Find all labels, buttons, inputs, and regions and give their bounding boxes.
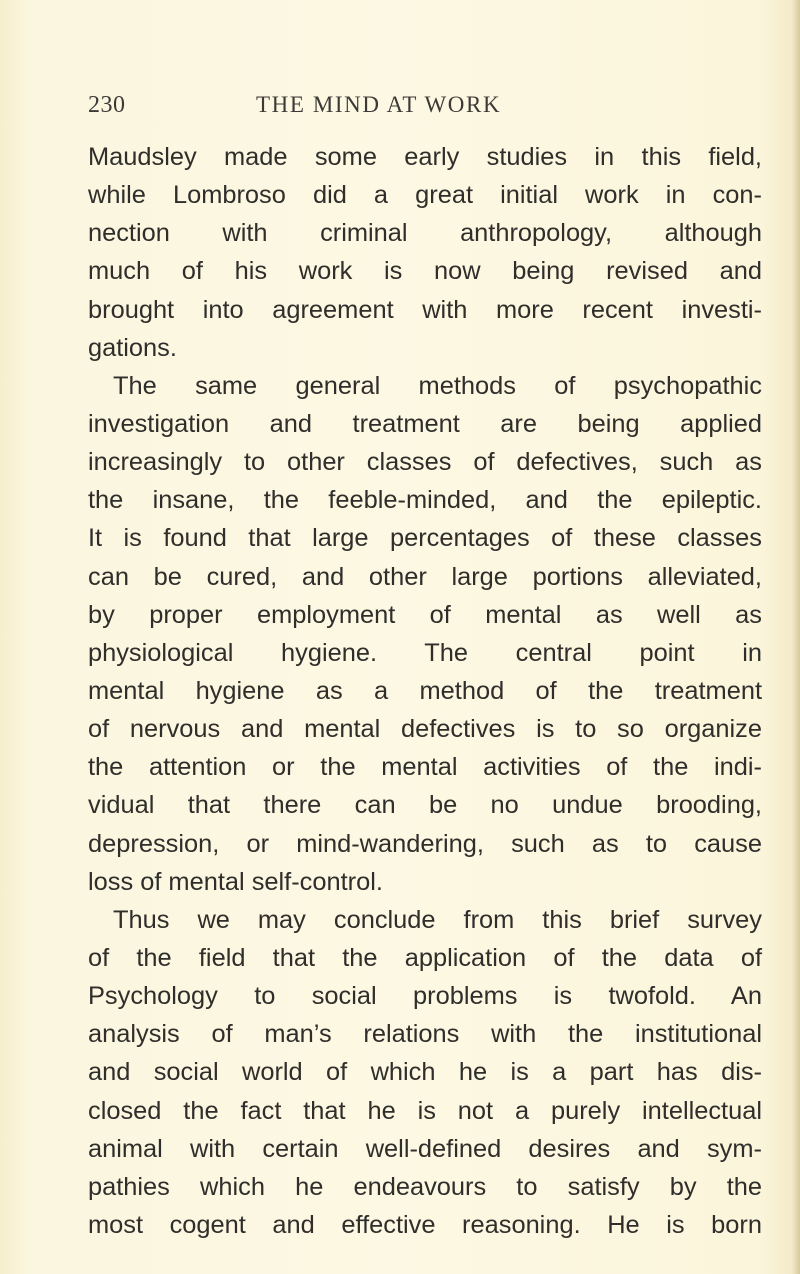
body-text xyxy=(88,138,762,1244)
text-line: animal with certain well-defined desires and sym- xyxy=(88,1134,762,1163)
text-line: Thus we may conclude from this brief survey xyxy=(113,905,762,934)
text-line: depression, or mind-wandering, such as to cause xyxy=(88,829,762,858)
text-line: and social world of which he is a part has dis- xyxy=(88,1058,762,1087)
text-line: The same general methods of psychopathic xyxy=(113,371,762,400)
text-line: vidual that there can be no undue brooding, xyxy=(88,791,762,820)
text-line: brought into agreement with more recent investi- xyxy=(88,295,762,324)
text-line: investigation and treatment are being applied xyxy=(88,409,762,438)
text-line: loss of mental self-control. xyxy=(88,867,383,896)
text-line: Psychology to social problems is twofold. An xyxy=(88,982,762,1011)
page-header xyxy=(88,92,748,128)
text-line: the attention or the mental activities of the indi- xyxy=(88,753,762,782)
text-line: by proper employment of mental as well as xyxy=(88,600,762,629)
text-line: most cogent and effective reasoning. He is born xyxy=(88,1210,762,1239)
page-edge-shadow xyxy=(792,0,800,1274)
text-line: of nervous and mental defectives is to so organize xyxy=(88,715,762,744)
text-line: analysis of man’s relations with the institutional xyxy=(88,1020,762,1049)
text-line: nection with criminal anthropology, although xyxy=(88,219,762,248)
running-title: THE MIND AT WORK xyxy=(256,92,502,117)
text-line: physiological hygiene. The central point in xyxy=(88,638,762,667)
text-line: the insane, the feeble-minded, and the epileptic. xyxy=(88,486,762,515)
text-line: much of his work is now being revised and xyxy=(88,257,762,286)
text-line: gations. xyxy=(88,333,177,362)
page-number: 230 xyxy=(88,92,126,118)
text-line: Maudsley made some early studies in this field, xyxy=(88,143,762,171)
text-line: while Lombroso did a great initial work in con- xyxy=(88,181,762,210)
text-line: can be cured, and other large portions alleviated, xyxy=(88,562,762,591)
text-line: pathies which he endeavours to satisfy by the xyxy=(88,1172,762,1201)
text-line: mental hygiene as a method of the treatment xyxy=(88,676,762,705)
text-line: It is found that large percentages of these classes xyxy=(88,524,762,553)
text-line: closed the fact that he is not a purely intellectual xyxy=(88,1096,762,1125)
text-line: of the field that the application of the data of xyxy=(88,943,762,972)
text-line: increasingly to other classes of defectives, such as xyxy=(88,448,762,477)
